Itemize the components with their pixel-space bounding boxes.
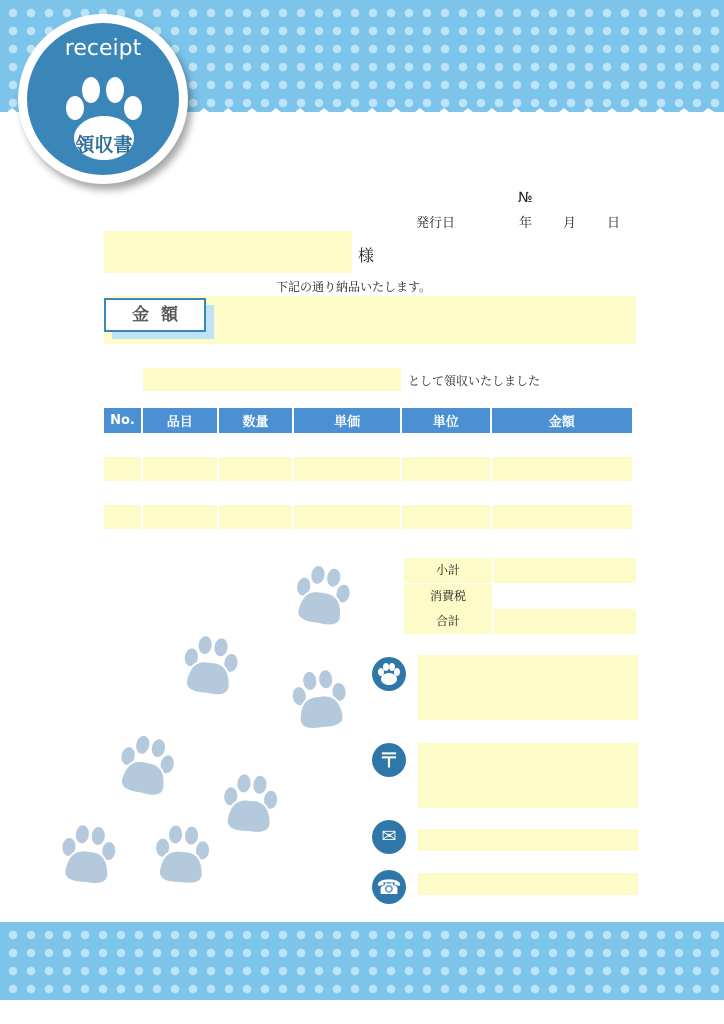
phone-icon: ☎ <box>372 870 406 904</box>
items-table <box>102 408 634 529</box>
paw-print <box>153 823 212 885</box>
tax-field[interactable] <box>494 584 636 609</box>
phone-field[interactable] <box>418 873 638 895</box>
stamp-receipt-text: receipt <box>64 36 142 61</box>
bottom-dotted-band <box>0 922 724 1000</box>
subtotal-field[interactable] <box>494 558 636 583</box>
receipt-purpose-field[interactable] <box>143 368 401 391</box>
delivery-notice: 下記の通り納品いたします。 <box>276 280 432 294</box>
stamp-title: 領収書 <box>75 134 133 156</box>
company-name-field[interactable] <box>418 655 638 720</box>
issue-date-label: 発行日 <box>416 216 456 231</box>
subtotal-label: 小計 <box>404 558 492 583</box>
paw-prints-decoration <box>0 550 370 900</box>
amount-label: 金額 <box>104 298 206 332</box>
col-header-amount: 金額 <box>492 408 632 433</box>
mail-icon: ✉ <box>372 820 406 854</box>
receipt-statement: として領収いたしました <box>408 374 541 388</box>
address-field[interactable] <box>418 743 638 808</box>
paw-print <box>290 562 354 629</box>
table-row <box>104 433 632 457</box>
paw-print <box>220 772 280 835</box>
table-row <box>104 457 632 481</box>
paw-print <box>289 667 350 731</box>
table-header-row <box>104 408 632 433</box>
total-field[interactable] <box>494 609 636 634</box>
col-header-unit-price: 単価 <box>294 408 400 433</box>
year-label: 年 <box>519 216 533 231</box>
receipt-stamp <box>18 14 188 184</box>
month-label: 月 <box>563 216 577 231</box>
paw-icon <box>372 657 406 691</box>
number-label: № <box>518 190 533 206</box>
honorific: 様 <box>358 246 375 265</box>
recipient-name-field[interactable] <box>104 231 352 273</box>
email-field[interactable] <box>418 829 638 851</box>
paw-print <box>114 731 180 799</box>
paw-print <box>58 822 119 886</box>
total-label: 合計 <box>404 609 492 634</box>
col-header-qty: 数量 <box>219 408 293 433</box>
col-header-no: No. <box>104 408 141 433</box>
day-label: 日 <box>607 216 621 231</box>
col-header-item: 品目 <box>143 408 217 433</box>
col-header-unit: 単位 <box>402 408 490 433</box>
tax-label: 消費税 <box>404 584 492 609</box>
postal-mark-icon: 〒 <box>372 743 406 777</box>
table-row <box>104 505 632 529</box>
paw-print <box>179 632 242 697</box>
table-row <box>104 481 632 505</box>
